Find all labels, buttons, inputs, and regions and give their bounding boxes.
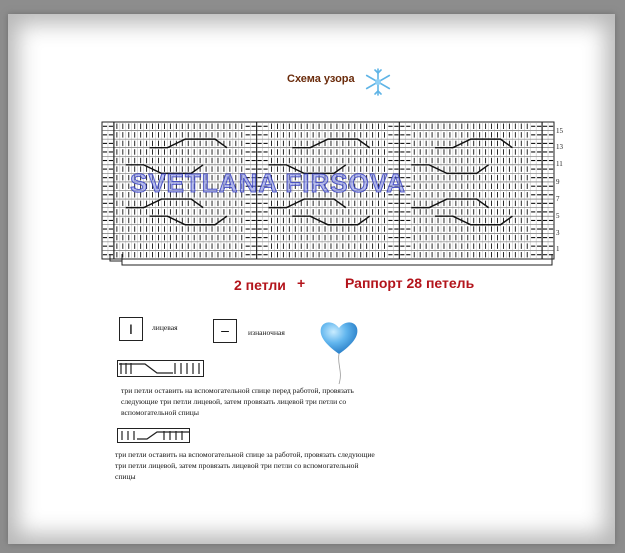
cable-front-symbol [117,360,207,378]
pattern-title: Схема узора [287,73,355,85]
cable-back-description: три петли оставить на вспомогательной спице за работой, провязать следующие три петли лицевой, затем провязать лицевой три петли со вспомогательной спицы [115,450,375,481]
row-label: 15 [556,127,563,135]
repeat-label: Раппорт 28 петель [345,275,475,291]
watermark: SVETLANA FIRSOVA [130,168,407,198]
edge-stitches-label: 2 петли [234,277,286,293]
purl-symbol-box [213,319,237,343]
knit-symbol-box [119,317,143,341]
row-label: 7 [556,195,560,203]
snowflake-icon [363,67,393,97]
row-label: 13 [556,143,563,151]
purl-label: изнаночная [248,328,285,337]
row-label: 11 [556,160,563,168]
cable-back-symbol [117,428,192,444]
row-label: 3 [556,229,560,237]
row-label: 5 [556,212,560,220]
plus-sign: + [297,275,306,291]
purl-symbol: – [221,322,229,338]
row-label: 9 [556,178,560,186]
repeat-bracket [100,250,560,270]
row-label: 1 [556,245,560,253]
heart-balloon-icon [317,318,361,386]
knit-symbol: I [129,321,133,337]
knit-label: лицевая [152,323,178,332]
cable-front-description: три петли оставить на вспомогательной спице перед работой, провязать следующие три петли лицевой, затем провязать лицевой три петли со вспомогательной спицы [121,386,354,417]
